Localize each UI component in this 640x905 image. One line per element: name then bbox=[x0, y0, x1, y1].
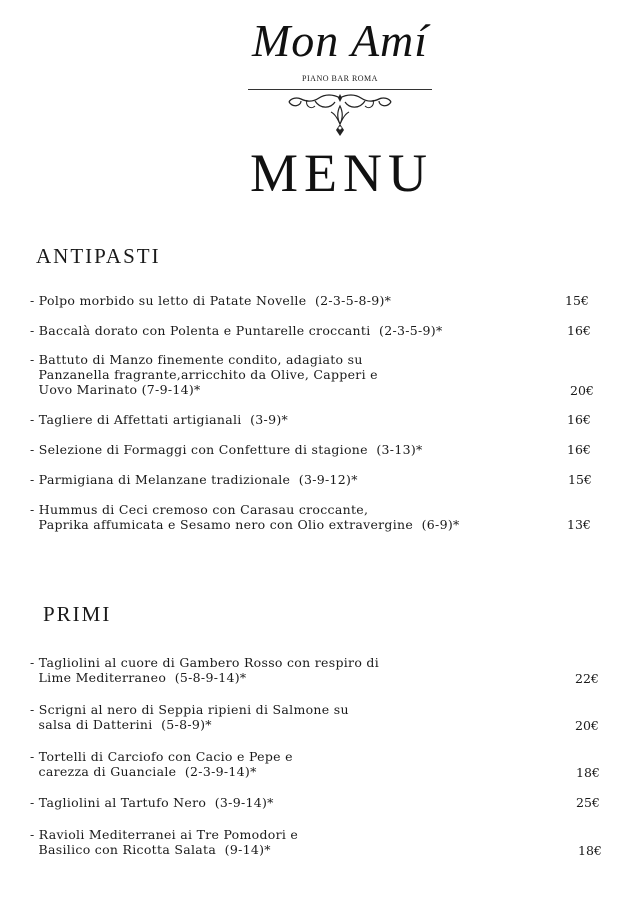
item-price: 16€ bbox=[567, 323, 591, 338]
item-description: - Tagliolini al cuore di Gambero Rosso con respiro di Lime Mediterraneo (5-8-9-14)* bbox=[30, 655, 380, 685]
menu-item bbox=[30, 293, 391, 308]
logo-divider bbox=[248, 89, 432, 90]
menu-item bbox=[30, 472, 358, 487]
menu-item bbox=[30, 655, 379, 685]
item-description: - Tortelli di Carciofo con Cacio e Pepe e carezza di Guanciale (2-3-9-14)* bbox=[30, 749, 293, 779]
item-description: - Baccalà dorato con Polenta e Puntarelle croccanti (2-3-5-9)* bbox=[30, 323, 443, 338]
item-price: 15€ bbox=[565, 293, 589, 308]
item-description: - Selezione di Formaggi con Confetture di stagione (3-13)* bbox=[30, 442, 423, 457]
item-description: - Polpo morbido su letto di Patate Novelle (2-3-5-8-9)* bbox=[30, 293, 392, 308]
item-price: 16€ bbox=[567, 442, 591, 457]
menu-item bbox=[30, 502, 460, 532]
item-description: - Ravioli Mediterranei ai Tre Pomodori e Basilico con Ricotta Salata (9-14)* bbox=[30, 827, 299, 857]
section-title-primi: PRIMI bbox=[43, 602, 112, 626]
item-price: 18€ bbox=[578, 843, 602, 858]
item-description: - Battuto di Manzo finemente condito, adagiato su Panzanella fragrante,arricchito da Olive, Capperi e Uovo Marinato (7-9-14)* bbox=[30, 352, 378, 397]
item-description: - Tagliolini al Tartufo Nero (3-9-14)* bbox=[30, 795, 274, 810]
item-description: - Scrigni al nero di Seppia ripieni di Salmone su salsa di Datterini (5-8-9)* bbox=[30, 702, 349, 732]
logo bbox=[240, 8, 440, 138]
item-price: 13€ bbox=[567, 517, 591, 532]
item-price: 25€ bbox=[576, 795, 600, 810]
ornament-icon bbox=[285, 92, 395, 142]
item-price: 15€ bbox=[568, 472, 592, 487]
menu-item bbox=[30, 442, 423, 457]
item-description: - Parmigiana di Melanzane tradizionale (3-9-12)* bbox=[30, 472, 358, 487]
menu-item bbox=[30, 352, 378, 397]
menu-item bbox=[30, 749, 293, 779]
item-price: 20€ bbox=[575, 718, 599, 733]
item-description: - Hummus di Ceci cremoso con Carasau croccante, Paprika affumicata e Sesamo nero con Olio extravergine (6-9)* bbox=[30, 502, 460, 532]
menu-item bbox=[30, 702, 349, 732]
item-price: 22€ bbox=[575, 671, 599, 686]
menu-item bbox=[30, 323, 443, 338]
item-price: 20€ bbox=[570, 383, 594, 398]
item-price: 18€ bbox=[576, 765, 600, 780]
page-title: MENU bbox=[250, 143, 433, 203]
section-title-antipasti: ANTIPASTI bbox=[36, 244, 161, 268]
logo-script: Mon Amí bbox=[251, 15, 429, 66]
menu-item bbox=[30, 795, 274, 810]
item-price: 16€ bbox=[567, 412, 591, 427]
item-description: - Tagliere di Affettati artigianali (3-9)* bbox=[30, 412, 289, 427]
menu-item bbox=[30, 412, 288, 427]
logo-subtitle: PIANO BAR ROMA bbox=[302, 74, 378, 83]
menu-item bbox=[30, 827, 298, 857]
